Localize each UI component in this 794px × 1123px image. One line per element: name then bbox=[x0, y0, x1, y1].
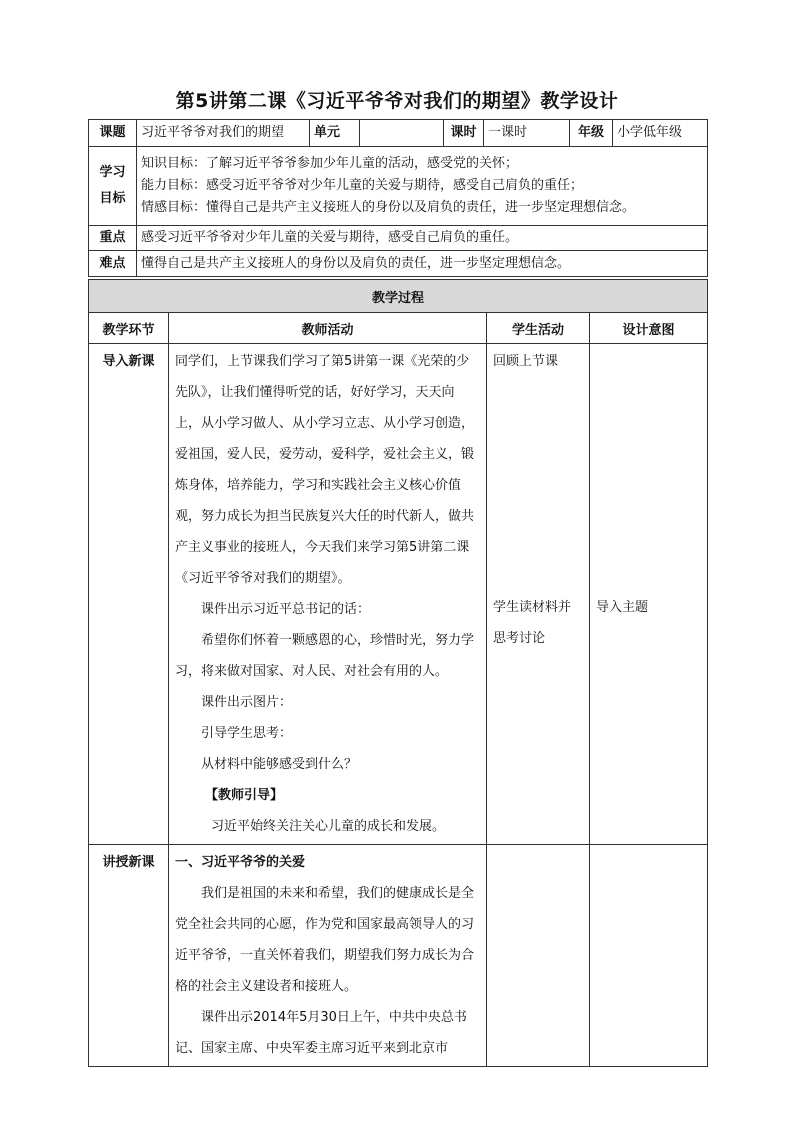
goals-label-line2: 目标 bbox=[99, 191, 126, 206]
intro-student-activity bbox=[487, 344, 590, 845]
lecture-section-title: 一、习近平爷爷的关爱 bbox=[175, 855, 306, 870]
col-intent: 设计意图 bbox=[590, 313, 708, 344]
goals-label-line1: 学习 bbox=[99, 165, 126, 180]
intro-paragraph: 引导学生思考： bbox=[201, 726, 293, 741]
key-value: 感受习近平爷爷对少年儿童的关爱与期待，感受自己肩负的重任。 bbox=[137, 226, 708, 251]
lecture-student-activity bbox=[487, 845, 590, 1067]
intro-paragraph: 课件出示图片： bbox=[201, 695, 293, 710]
process-heading: 教学过程 bbox=[89, 280, 708, 313]
intent-intro: 导入主题 bbox=[596, 600, 649, 615]
grade-value: 小学低年级 bbox=[613, 120, 708, 147]
key-label: 重点 bbox=[89, 226, 137, 251]
stage-intro: 导入新课 bbox=[89, 344, 169, 845]
intro-paragraph: 同学们，上节课我们学习了第5讲第一课《光荣的少先队》，让我们懂得听党的话，好好学习，天天向上，从小学习做人、从小学习立志、从小学习创造，爱祖国，爱人民，爱劳动，爱科学，爱社会主义，锻炼身体，培养能力，学习和实践社会主义核心价值观，努力成长为担当民族复兴大任的时代新人，做共产主义事业的接班人，今天我们来学习第5讲第二课《习近平爷爷对我们的期望》。 bbox=[175, 354, 475, 586]
intro-paragraph: 习近平始终关注关心儿童的成长和发展。 bbox=[211, 819, 446, 834]
stage-lecture: 讲授新课 bbox=[89, 845, 169, 1067]
difficulty-label: 难点 bbox=[89, 251, 137, 277]
goal-knowledge: 知识目标：了解习近平爷爷参加少年儿童的活动，感受党的关怀； bbox=[141, 156, 519, 171]
process-table bbox=[88, 279, 708, 1067]
goal-ability: 能力目标：感受习近平爷爷对少年儿童的关爱与期待，感受自己肩负的重任； bbox=[141, 178, 584, 193]
intro-paragraph: 【教师引导】 bbox=[205, 788, 284, 803]
unit-value bbox=[360, 120, 444, 147]
student-discuss: 学生读材料并思考讨论 bbox=[493, 600, 572, 646]
goals-cell bbox=[137, 147, 708, 226]
lecture-design-intent bbox=[590, 845, 708, 1067]
goal-emotion: 情感目标：懂得自己是共产主义接班人的身份以及肩负的责任，进一步坚定理想信念。 bbox=[141, 200, 636, 215]
goals-label bbox=[89, 147, 137, 226]
col-stage: 教学环节 bbox=[89, 313, 169, 344]
hours-value: 一课时 bbox=[484, 120, 570, 147]
lecture-teacher-activity bbox=[169, 845, 487, 1067]
intro-paragraph: 希望你们怀着一颗感恩的心，珍惜时光，努力学习，将来做对国家、对人民、对社会有用的人。 bbox=[175, 633, 475, 679]
difficulty-value: 懂得自己是共产主义接班人的身份以及肩负的责任，进一步坚定理想信念。 bbox=[137, 251, 708, 277]
col-student: 学生活动 bbox=[487, 313, 590, 344]
col-teacher: 教师活动 bbox=[169, 313, 487, 344]
topic-label: 课题 bbox=[89, 120, 137, 147]
intro-teacher-activity bbox=[169, 344, 487, 845]
info-table bbox=[88, 119, 708, 277]
intro-paragraph: 从材料中能够感受到什么？ bbox=[201, 757, 358, 772]
grade-label: 年级 bbox=[570, 120, 613, 147]
topic-value: 习近平爷爷对我们的期望 bbox=[137, 120, 310, 147]
intro-design-intent bbox=[590, 344, 708, 845]
lecture-paragraph: 我们是祖国的未来和希望，我们的健康成长是全党全社会共同的心愿，作为党和国家最高领导人的习近平爷爷，一直关怀着我们，期望我们努力成长为合格的社会主义建设者和接班人。 bbox=[175, 886, 475, 994]
unit-label: 单元 bbox=[310, 120, 360, 147]
page-title: 第5讲第二课《习近平爷爷对我们的期望》教学设计 bbox=[175, 90, 619, 112]
lecture-paragraph: 课件出示2014年5月30日上午，中共中央总书记、国家主席、中央军委主席习近平来到北京市 bbox=[175, 1010, 467, 1056]
student-review: 回顾上节课 bbox=[493, 354, 559, 369]
hours-label: 课时 bbox=[444, 120, 484, 147]
intro-paragraph: 课件出示习近平总书记的话： bbox=[201, 602, 371, 617]
